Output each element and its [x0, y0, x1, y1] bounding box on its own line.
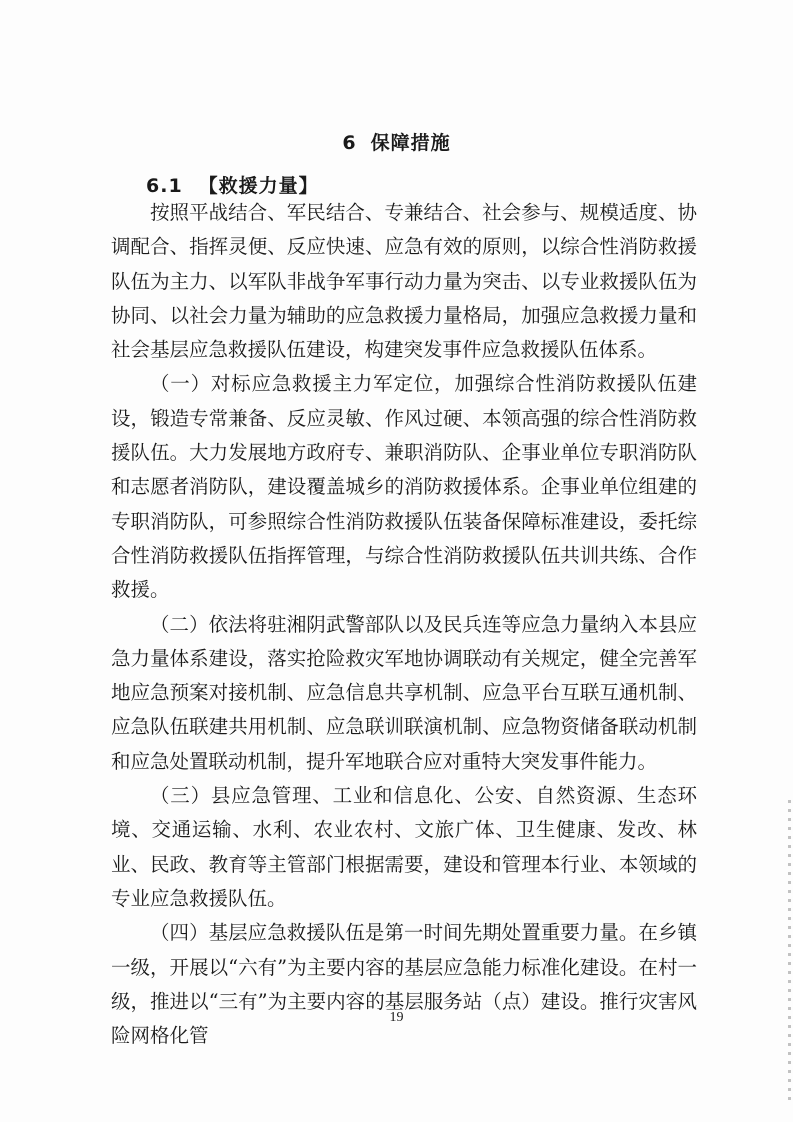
section-number: 6: [342, 132, 357, 154]
section-title: 保障措施: [370, 132, 451, 154]
paragraph-item-4: （四）基层应急救援队伍是第一时间先期处置重要力量。在乡镇一级，开展以“六有”为主要内容的基层应急能力标准化建设。在村一级，推进以“三有”为主要内容的基层服务站（点）建设。推行灾害风险网格化管: [111, 921, 697, 1048]
section-heading: [0, 128, 793, 155]
body-text: [111, 196, 697, 1053]
subsection-heading: [146, 171, 319, 198]
page-number: 19: [389, 1010, 404, 1025]
paragraph-item-2: （二）依法将驻湘阴武警部队以及民兵连等应急力量纳入本县应急力量体系建设，落实抢险救灾军地协调联动有关规定，健全完善军地应急预案对接机制、应急信息共享机制、应急平台互联互通机制、应急队伍联建共用机制、应急联训联演机制、应急物资储备联动机制和应急处置联动机制，提升军地联合应对重特大突发事件能力。: [111, 612, 697, 773]
paragraph-intro: 按照平战结合、军民结合、专兼结合、社会参与、规模适度、协调配合、指挥灵便、反应快速、应急有效的原则，以综合性消防救援队伍为主力、以军队非战争军事行动力量为突击、以专业救援队伍为协同、以社会力量为辅助的应急救援力量格局，加强应急救援力量和社会基层应急救援队伍建设，构建突发事件应急救援队伍体系。: [111, 201, 697, 362]
subsection-title: 【救援力量】: [198, 175, 319, 197]
subsection-number: 6.1: [146, 175, 183, 197]
scan-edge-artifact: [788, 800, 791, 1100]
paragraph-item-3: （三）县应急管理、工业和信息化、公安、自然资源、生态环境、交通运输、水利、农业农村、文旅广体、卫生健康、发改、林业、民政、教育等主管部门根据需要，建设和管理本行业、本领域的专业应急救援队伍。: [111, 784, 697, 910]
paragraph-item-1: （一）对标应急救援主力军定位，加强综合性消防救援队伍建设，锻造专常兼备、反应灵敏、作风过硬、本领高强的综合性消防救援队伍。大力发展地方政府专、兼职消防队、企事业单位专职消防队和志愿者消防队，建设覆盖城乡的消防救援体系。企事业单位组建的专职消防队，可参照综合性消防救援队伍装备保障标准建设，委托综合性消防救援队伍指挥管理，与综合性消防救援队伍共训共练、合作救援。: [111, 372, 697, 602]
